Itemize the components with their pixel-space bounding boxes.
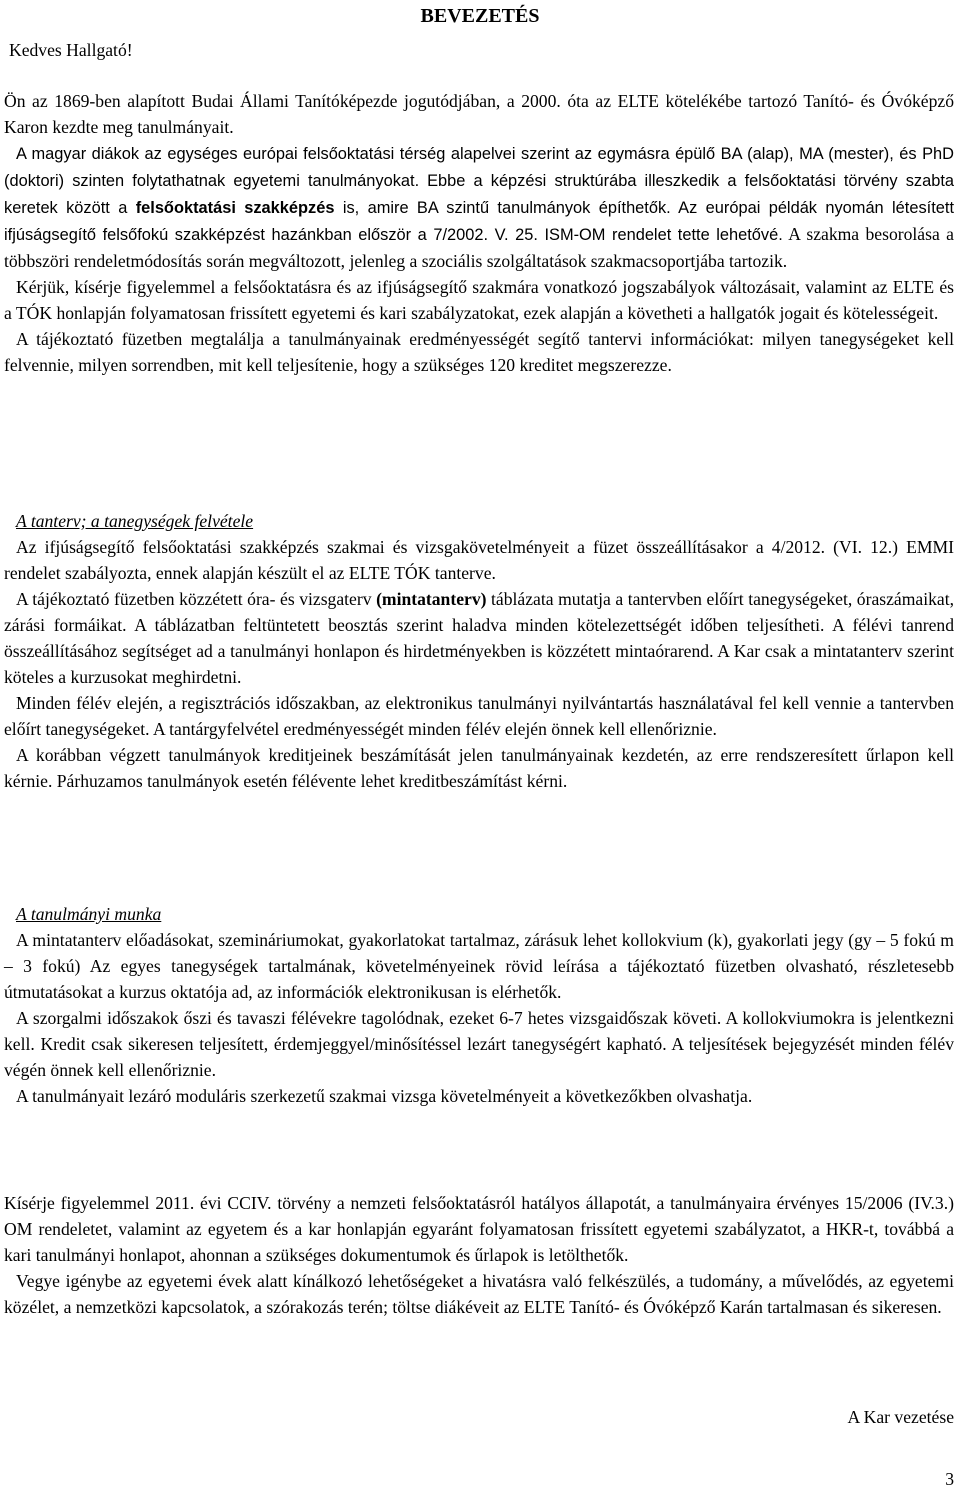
- closing-paragraph-2: Vegye igénybe az egyetemi évek alatt kínálkozó lehetőségeket a hivatásra való felkészülés, a tudomány, a művelődés, az egyetemi közélet, a nemzetközi kapcsolatok, a szórakozás terén; töltse diákéveit az ELTE Tanító- és Óvóképző Karán tartalmasan és sikeresen.: [4, 1271, 954, 1317]
- signature: A Kar vezetése: [847, 1407, 954, 1427]
- page-number: 3: [945, 1469, 954, 1489]
- intro-paragraph-4: A tájékoztató füzetben megtalálja a tanulmányainak eredményességét segítő tantervi információkat: milyen tanegységeket kell felvennie, milyen sorrendben, mit kell teljesítenie, hogy a szükséges 120 kreditet megszerezze.: [4, 329, 954, 375]
- intro-block: [4, 88, 954, 378]
- section-heading-tanulmanyi-munka: A tanulmányi munka: [16, 904, 162, 924]
- closing-paragraph-1: Kísérje figyelemmel 2011. évi CCIV. törvény a nemzeti felsőoktatásról hatályos állapotát, a tanulmányaira érvényes 15/2006 (IV.3.) OM rendeletet, valamint az egyetem és a kar honlapján egyaránt folyamatosan frissített egyetemi szabályzatot, a HKR-t, továbbá a kari tanulmányi honlapot, ahonnan a szükséges dokumentumok és űrlapok is letölthetők.: [4, 1193, 954, 1265]
- tanterv-paragraph-4: A korábban végzett tanulmányok kreditjeinek beszámítását jelen tanulmányainak kezdetén, az erre rendszeresített űrlapon kell kérnie. Párhuzamos tanulmányok esetén félévente lehet kreditbeszámítást kérni.: [4, 745, 954, 791]
- intro-paragraph-2: [4, 140, 954, 274]
- closing-block: [4, 1190, 954, 1320]
- section-tanulmanyi-munka: [4, 901, 954, 1109]
- munka-paragraph-3: A tanulmányait lezáró moduláris szerkezetű szakmai vizsga követelményeit a következőkben olvashatja.: [16, 1086, 753, 1106]
- intro-paragraph-2b-bold: felsőoktatási szakképzés: [135, 199, 335, 217]
- tanterv-paragraph-2: [4, 586, 954, 690]
- munka-paragraph-1: A mintatanterv előadásokat, szemináriumokat, gyakorlatokat tartalmaz, zárásuk lehet kollokvium (k), gyakorlati jegy (gy – 5 fokú m – 3 fokú) Az egyes tanegységek tartalmának, követelményeinek rövid leírása a tájékoztató füzetben olvasható, részletesebb útmutatásokat a kurzus oktatója ad, az információk elektronikusan is elérhetők.: [4, 930, 954, 1002]
- intro-paragraph-2b-start: Ebbe a képzési struktúrába illeszkedik a felsőoktatási törvény szabta keretek között a: [4, 172, 954, 217]
- intro-paragraph-2c: A szakma besorolása a többszöri rendeletmódosítás során megváltozott, jelenleg a szociális szolgáltatások szakmacsoportjába tartozik.: [4, 224, 954, 271]
- tanterv-paragraph-2-start: A tájékoztató füzetben közzétett óra- és vizsgaterv: [16, 589, 377, 609]
- tanterv-paragraph-2-end: táblázata mutatja a tantervben előírt tanegységeket, óraszámaikat, zárási formáikat. A táblázatban feltüntetett beosztás szerint haladva minden kötelezettségét időben teljesítheti. A félévi tanrend összeállításához segítséget ad a tanulmányi honlapon és hirdetményekben is közzétett mintaórarend. A Kar csak a mintatanterv szerint köteles a kurzusokat meghirdetni.: [4, 589, 954, 687]
- tanterv-paragraph-2-bold: (mintatanterv): [376, 589, 487, 609]
- document-title: BEVEZETÉS: [420, 5, 540, 27]
- intro-paragraph-2-text: A magyar diákok az egységes európai felsőoktatási térség alapelvei szerint az egymásra épülő BA (alap), MA (mester), és PhD (doktori) szinten folytathatnak egyetemi tanulmányokat.: [4, 145, 954, 190]
- munka-paragraph-2: A szorgalmi időszakok őszi és tavaszi félévekre tagolódnak, ezeket 6-7 hetes vizsgaidőszak követi. A kollokviumokra is jelentkezni kell. Kredit csak sikeresen teljesített, érdemjeggyel/minősítéssel lezárt tanegységért kapható. A teljesítések bejegyzését minden félév végén önnek kell ellenőriznie.: [4, 1008, 954, 1080]
- intro-paragraph-2b-end: is, amire BA szintű tanulmányok építhetők. Az európai példák nyomán létesített ifjúságsegítő felsőfokú szakképzést hazánkban először a 7/2002. V. 25. ISM-OM rendelet tette lehetővé.: [4, 199, 954, 244]
- greeting: Kedves Hallgató!: [9, 40, 133, 60]
- section-tanterv: [4, 508, 954, 794]
- tanterv-paragraph-3: Minden félév elején, a regisztrációs időszakban, az elektronikus tanulmányi nyilvántartás használatával fel kell vennie a tantervben előírt tanegységeket. A tantárgyfelvétel eredményességét minden félév elején önnek kell ellenőriznie.: [4, 693, 954, 739]
- section-heading-tanterv: A tanterv; a tanegységek felvétele: [16, 511, 254, 531]
- intro-paragraph-1: Ön az 1869-ben alapított Budai Állami Tanítóképezde jogutódjában, a 2000. óta az ELTE kötelékébe tartozó Tanító- és Óvóképző Karon kezdte meg tanulmányait.: [4, 91, 954, 137]
- tanterv-paragraph-1: Az ifjúságsegítő felsőoktatási szakképzés szakmai és vizsgakövetelményeit a füzet összeállításakor a 4/2012. (VI. 12.) EMMI rendelet szabályozta, ennek alapján készült el az ELTE TÓK tanterve.: [4, 537, 954, 583]
- intro-paragraph-3: Kérjük, kísérje figyelemmel a felsőoktatásra és az ifjúságsegítő szakmára vonatkozó jogszabályok változásait, valamint az ELTE és a TÓK honlapján folyamatosan frissített egyetemi és kari szabályzatokat, ezek alapján a követheti a hallgatók jogait és kötelességeit.: [4, 277, 954, 323]
